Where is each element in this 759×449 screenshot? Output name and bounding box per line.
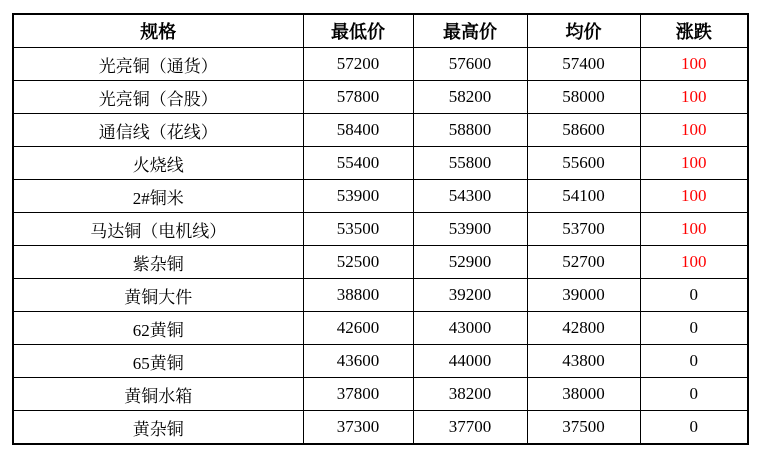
cell-high: 58200: [413, 81, 527, 114]
cell-change: 100: [640, 114, 748, 147]
cell-avg: 39000: [527, 279, 640, 312]
cell-avg: 58000: [527, 81, 640, 114]
cell-spec: 62黄铜: [13, 312, 303, 345]
cell-spec: 2#铜米: [13, 180, 303, 213]
header-row: [13, 14, 748, 48]
cell-high: 37700: [413, 411, 527, 445]
cell-low: 58400: [303, 114, 413, 147]
cell-spec: 通信线（花线）: [13, 114, 303, 147]
cell-change: 0: [640, 279, 748, 312]
cell-high: 55800: [413, 147, 527, 180]
cell-spec: 马达铜（电机线）: [13, 213, 303, 246]
cell-change: 100: [640, 48, 748, 81]
price-table: [12, 13, 749, 445]
cell-spec: 黄铜水箱: [13, 378, 303, 411]
cell-high: 43000: [413, 312, 527, 345]
cell-low: 53900: [303, 180, 413, 213]
cell-avg: 53700: [527, 213, 640, 246]
cell-avg: 55600: [527, 147, 640, 180]
table-row: [13, 312, 748, 345]
cell-avg: 57400: [527, 48, 640, 81]
cell-change: 100: [640, 246, 748, 279]
cell-change: 0: [640, 312, 748, 345]
column-header-0: 规格: [13, 14, 303, 48]
table-row: [13, 411, 748, 445]
cell-avg: 54100: [527, 180, 640, 213]
cell-spec: 黄铜大件: [13, 279, 303, 312]
cell-high: 54300: [413, 180, 527, 213]
cell-low: 53500: [303, 213, 413, 246]
cell-low: 55400: [303, 147, 413, 180]
table-row: [13, 279, 748, 312]
table-row: [13, 48, 748, 81]
table-row: [13, 213, 748, 246]
cell-low: 57800: [303, 81, 413, 114]
cell-low: 38800: [303, 279, 413, 312]
table-row: [13, 345, 748, 378]
cell-change: 0: [640, 411, 748, 445]
table-row: [13, 147, 748, 180]
cell-change: 0: [640, 345, 748, 378]
cell-low: 52500: [303, 246, 413, 279]
table-row: [13, 114, 748, 147]
cell-high: 39200: [413, 279, 527, 312]
cell-high: 52900: [413, 246, 527, 279]
table-header: [13, 14, 748, 48]
table-row: [13, 180, 748, 213]
cell-avg: 58600: [527, 114, 640, 147]
cell-high: 58800: [413, 114, 527, 147]
cell-avg: 52700: [527, 246, 640, 279]
cell-low: 37800: [303, 378, 413, 411]
cell-low: 42600: [303, 312, 413, 345]
table-body: [13, 48, 748, 445]
cell-spec: 光亮铜（合股）: [13, 81, 303, 114]
cell-avg: 42800: [527, 312, 640, 345]
cell-change: 0: [640, 378, 748, 411]
cell-change: 100: [640, 147, 748, 180]
cell-spec: 65黄铜: [13, 345, 303, 378]
cell-change: 100: [640, 213, 748, 246]
cell-avg: 37500: [527, 411, 640, 445]
cell-high: 38200: [413, 378, 527, 411]
cell-change: 100: [640, 81, 748, 114]
cell-spec: 黄杂铜: [13, 411, 303, 445]
cell-high: 57600: [413, 48, 527, 81]
cell-low: 43600: [303, 345, 413, 378]
column-header-2: 最高价: [413, 14, 527, 48]
column-header-4: 涨跌: [640, 14, 748, 48]
cell-high: 44000: [413, 345, 527, 378]
table-row: [13, 378, 748, 411]
table-row: [13, 81, 748, 114]
cell-high: 53900: [413, 213, 527, 246]
cell-spec: 光亮铜（通货）: [13, 48, 303, 81]
column-header-3: 均价: [527, 14, 640, 48]
table-row: [13, 246, 748, 279]
cell-low: 37300: [303, 411, 413, 445]
cell-avg: 38000: [527, 378, 640, 411]
cell-spec: 火烧线: [13, 147, 303, 180]
column-header-1: 最低价: [303, 14, 413, 48]
cell-change: 100: [640, 180, 748, 213]
cell-low: 57200: [303, 48, 413, 81]
cell-avg: 43800: [527, 345, 640, 378]
cell-spec: 紫杂铜: [13, 246, 303, 279]
